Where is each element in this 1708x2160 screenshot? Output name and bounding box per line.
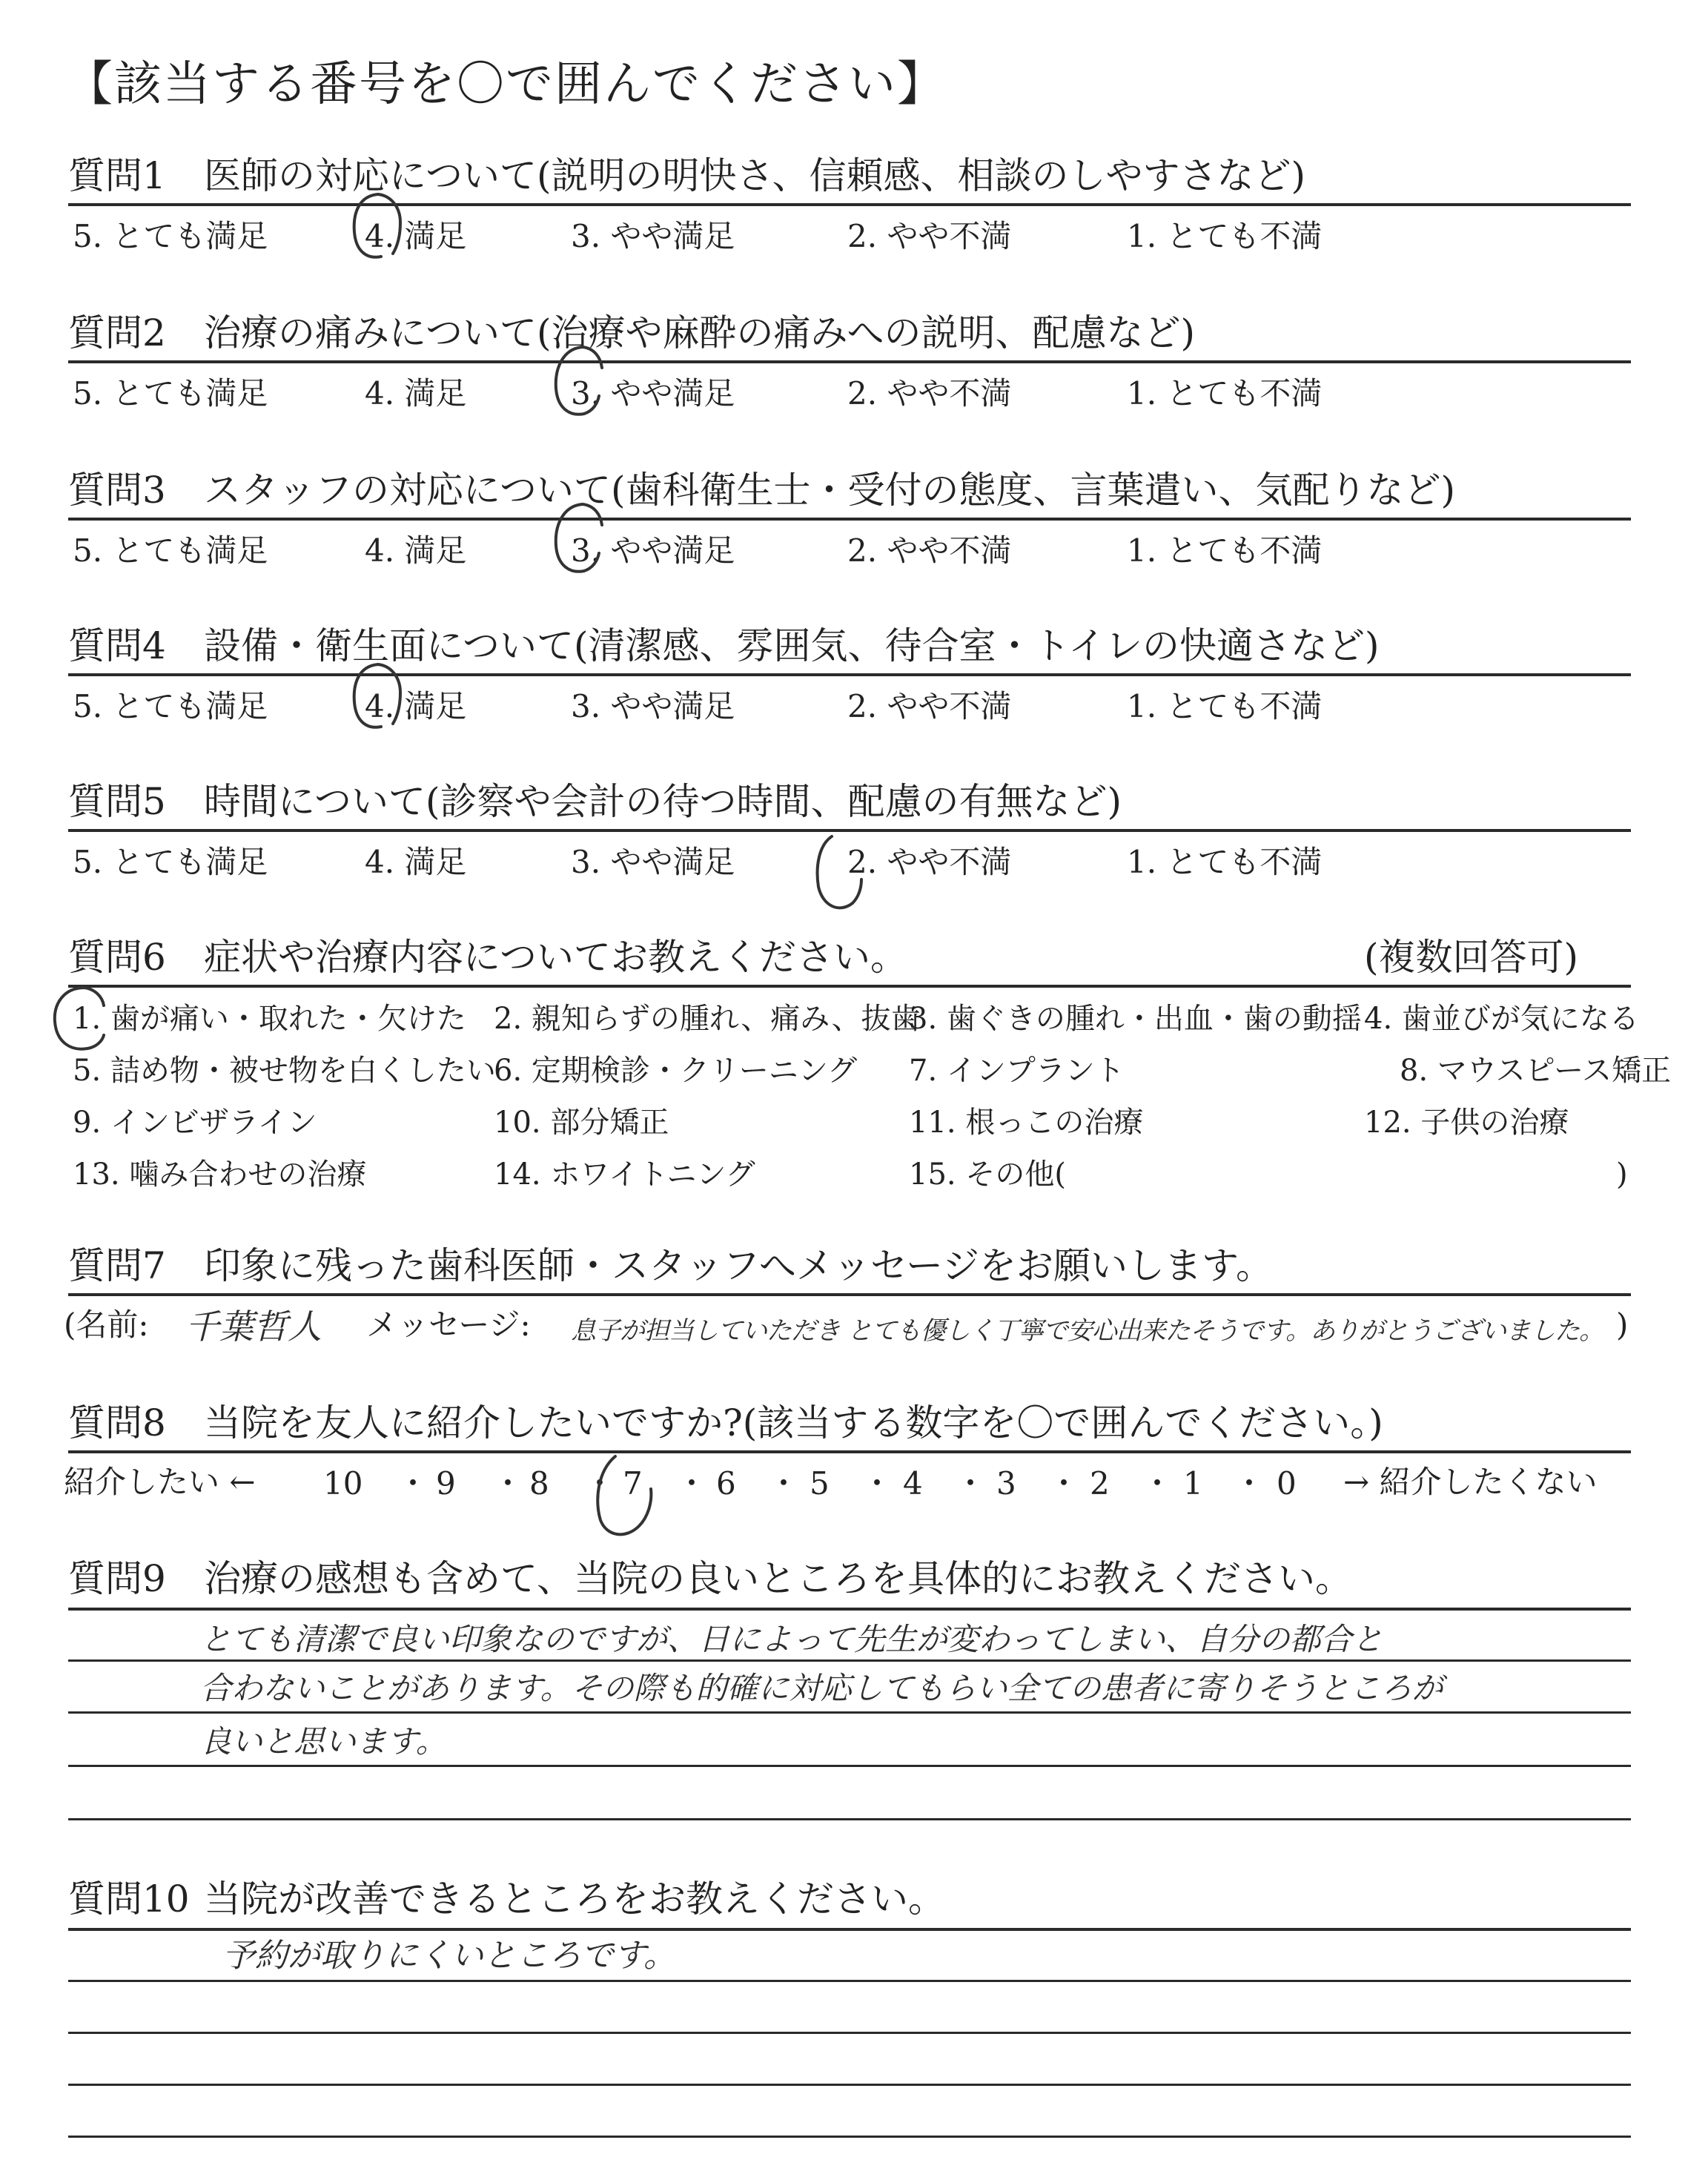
q5-option-2[interactable]: 2. やや不満: [847, 844, 1012, 880]
q8-scale-4[interactable]: 4: [903, 1465, 923, 1502]
q1-option-5[interactable]: 5. とても満足: [73, 218, 268, 254]
q3-option-2[interactable]: 2. やや不満: [847, 532, 1012, 569]
q7-name-value[interactable]: 千葉哲人: [185, 1307, 322, 1347]
q5-answer-circle: [810, 829, 876, 918]
q1-answer-circle: [348, 191, 408, 265]
q7-message-label: メッセージ:: [366, 1307, 531, 1343]
q8-scale-3[interactable]: 3: [996, 1465, 1016, 1502]
q6-option-15-close: ): [1616, 1157, 1628, 1192]
q10-answer-line: [68, 2136, 1631, 2138]
q8-scale-5[interactable]: 5: [810, 1465, 830, 1502]
q8-scale-dot: ・: [1142, 1465, 1174, 1502]
q2-label: 質問2: [68, 311, 166, 354]
q8-scale-dot: ・: [1234, 1465, 1265, 1502]
q5-text: 時間について(診察や会計の待つ時間、配慮の有無など): [204, 780, 1122, 823]
q10-answer-line: [68, 1980, 1631, 1982]
q6-option-14[interactable]: 14. ホワイトニング: [494, 1157, 755, 1192]
q2-text: 治療の痛みについて(治療や麻酔の痛みへの説明、配慮など): [204, 311, 1196, 354]
q5-option-4[interactable]: 4. 満足: [365, 844, 467, 880]
q9-answer-line: [68, 1711, 1631, 1714]
q6-option-2[interactable]: 2. 親知らずの腫れ、痛み、抜歯: [494, 1002, 921, 1036]
q8-scale-dot: ・: [1048, 1465, 1080, 1502]
q3-rule: [68, 518, 1631, 521]
q8-scale-10[interactable]: 10: [323, 1465, 363, 1502]
q10-rule: [68, 1928, 1631, 1931]
q8-scale-dot: ・: [676, 1465, 708, 1502]
q1-label: 質問1: [68, 154, 166, 197]
q4-text: 設備・衛生面について(清潔感、雰囲気、待合室・トイレの快適さなど): [204, 624, 1380, 667]
q1-option-3[interactable]: 3. やや満足: [571, 218, 735, 254]
q5-option-3[interactable]: 3. やや満足: [571, 844, 735, 880]
q6-option-9[interactable]: 9. インビザライン: [73, 1106, 317, 1140]
q2-option-4[interactable]: 4. 満足: [365, 375, 467, 412]
q3-answer-circle: [550, 500, 609, 581]
q1-option-4[interactable]: 4. 満足: [365, 218, 467, 254]
q8-scale-dot: ・: [955, 1465, 987, 1502]
q2-option-2[interactable]: 2. やや不満: [847, 375, 1012, 412]
q4-answer-circle: [348, 661, 408, 736]
q6-option-3[interactable]: 3. 歯ぐきの腫れ・出血・歯の動揺: [909, 1002, 1362, 1036]
q9-answer-line: [68, 1659, 1631, 1662]
q8-rule: [68, 1450, 1631, 1453]
q9-answer-line: [68, 1818, 1631, 1820]
q1-option-2[interactable]: 2. やや不満: [847, 218, 1012, 254]
q6-option-12[interactable]: 12. 子供の治療: [1364, 1106, 1569, 1140]
q5-label: 質問5: [68, 780, 166, 823]
q10-answer-line: [68, 2032, 1631, 2034]
q6-option-4[interactable]: 4. 歯並びが気になる: [1364, 1002, 1639, 1036]
q3-label: 質問3: [68, 469, 166, 512]
q9-rule: [68, 1608, 1631, 1611]
q9-answer-line-2[interactable]: 合わないことがあります。その際も的確に対応してもらい全ての患者に寄りそうところが: [200, 1670, 1443, 1706]
q8-answer-circle: [589, 1446, 670, 1542]
q5-option-1[interactable]: 1. とても不満: [1127, 844, 1323, 880]
q6-option-6[interactable]: 6. 定期検診・クリーニング: [494, 1054, 858, 1088]
q6-option-1[interactable]: 1. 歯が痛い・取れた・欠けた: [73, 1002, 466, 1036]
q6-rule: [68, 985, 1631, 988]
q2-answer-circle: [550, 343, 609, 424]
q6-option-5[interactable]: 5. 詰め物・被せ物を白くしたい: [73, 1054, 496, 1088]
q2-option-1[interactable]: 1. とても不満: [1127, 375, 1323, 412]
q10-answer-line-1[interactable]: 予約が取りにくいところです。: [222, 1937, 677, 1975]
q4-option-1[interactable]: 1. とても不満: [1127, 688, 1323, 724]
q6-option-10[interactable]: 10. 部分矯正: [494, 1106, 669, 1140]
q8-scale-right-label: → 紹介したくない: [1343, 1464, 1598, 1500]
q6-option-8[interactable]: 8. マウスピース矯正: [1400, 1054, 1672, 1088]
q6-option-11[interactable]: 11. 根っこの治療: [909, 1106, 1144, 1140]
q6-note: (複数回答可): [1364, 936, 1579, 979]
q8-scale-6[interactable]: 6: [716, 1465, 736, 1502]
q3-option-4[interactable]: 4. 満足: [365, 532, 467, 569]
q4-option-4[interactable]: 4. 満足: [365, 688, 467, 724]
q8-scale-left-label: 紹介したい ←: [64, 1464, 256, 1500]
q8-text: 当院を友人に紹介したいですか?(該当する数字を〇で囲んでください。): [204, 1401, 1383, 1444]
page-title: 【該当する番号を〇で囲んでください】: [65, 57, 946, 112]
q8-scale-9[interactable]: 9: [436, 1465, 456, 1502]
q2-option-3[interactable]: 3. やや満足: [571, 375, 735, 412]
q1-text: 医師の対応について(説明の明快さ、信頼感、相談のしやすさなど): [204, 154, 1306, 197]
q8-scale-dot: ・: [768, 1465, 800, 1502]
q10-label: 質問10: [68, 1877, 190, 1920]
q2-rule: [68, 360, 1631, 363]
q7-message-value[interactable]: 息子が担当していただき とても優しく丁寧で安心出来たそうです。ありがとうございました。: [571, 1316, 1604, 1346]
q10-text: 当院が改善できるところをお教えください。: [204, 1877, 945, 1920]
q9-text: 治療の感想も含めて、当院の良いところを具体的にお教えください。: [204, 1557, 1352, 1600]
q7-close-paren: ): [1616, 1307, 1629, 1343]
q8-scale-2[interactable]: 2: [1090, 1465, 1110, 1502]
q3-option-5[interactable]: 5. とても満足: [73, 532, 268, 569]
q8-scale-1[interactable]: 1: [1183, 1465, 1203, 1502]
q9-answer-line-3[interactable]: 良いと思います。: [200, 1723, 447, 1760]
q8-scale-dot: ・: [397, 1465, 429, 1502]
q3-option-3[interactable]: 3. やや満足: [571, 532, 735, 569]
q8-scale-dot: ・: [584, 1465, 616, 1502]
q7-label: 質問7: [68, 1244, 166, 1287]
q9-answer-line: [68, 1765, 1631, 1767]
q2-option-5[interactable]: 5. とても満足: [73, 375, 268, 412]
q6-answer-circle: [49, 983, 116, 1057]
q4-option-2[interactable]: 2. やや不満: [847, 688, 1012, 724]
q6-option-13[interactable]: 13. 噛み合わせの治療: [73, 1157, 367, 1192]
q4-label: 質問4: [68, 624, 166, 667]
q3-text: スタッフの対応について(歯科衛生士・受付の態度、言葉遣い、気配りなど): [204, 469, 1456, 512]
q10-answer-line: [68, 2084, 1631, 2086]
q8-scale-7[interactable]: 7: [623, 1465, 643, 1502]
q4-rule: [68, 673, 1631, 676]
q3-option-1[interactable]: 1. とても不満: [1127, 532, 1323, 569]
q8-scale-dot: ・: [492, 1465, 524, 1502]
q4-option-3[interactable]: 3. やや満足: [571, 688, 735, 724]
q6-option-15[interactable]: 15. その他(: [909, 1157, 1066, 1192]
q8-scale-8[interactable]: 8: [529, 1465, 549, 1502]
q6-option-7[interactable]: 7. インプラント: [909, 1054, 1125, 1088]
q7-text: 印象に残った歯科医師・スタッフへメッセージをお願いします。: [204, 1244, 1273, 1287]
q8-label: 質問8: [68, 1401, 166, 1444]
q6-text: 症状や治療内容についてお教えください。: [204, 936, 907, 979]
q4-option-5[interactable]: 5. とても満足: [73, 688, 268, 724]
q1-rule: [68, 203, 1631, 206]
q9-label: 質問9: [68, 1557, 166, 1600]
q6-label: 質問6: [68, 936, 166, 979]
q5-option-5[interactable]: 5. とても満足: [73, 844, 268, 880]
q9-answer-line-1[interactable]: とても清潔で良い印象なのですが、日によって先生が変わってしまい、自分の都合と: [200, 1621, 1383, 1657]
q1-option-1[interactable]: 1. とても不満: [1127, 218, 1323, 254]
q7-rule: [68, 1293, 1631, 1296]
q7-name-label: (名前:: [64, 1307, 149, 1343]
q8-scale-dot: ・: [861, 1465, 893, 1502]
q8-scale-0[interactable]: 0: [1277, 1465, 1297, 1502]
